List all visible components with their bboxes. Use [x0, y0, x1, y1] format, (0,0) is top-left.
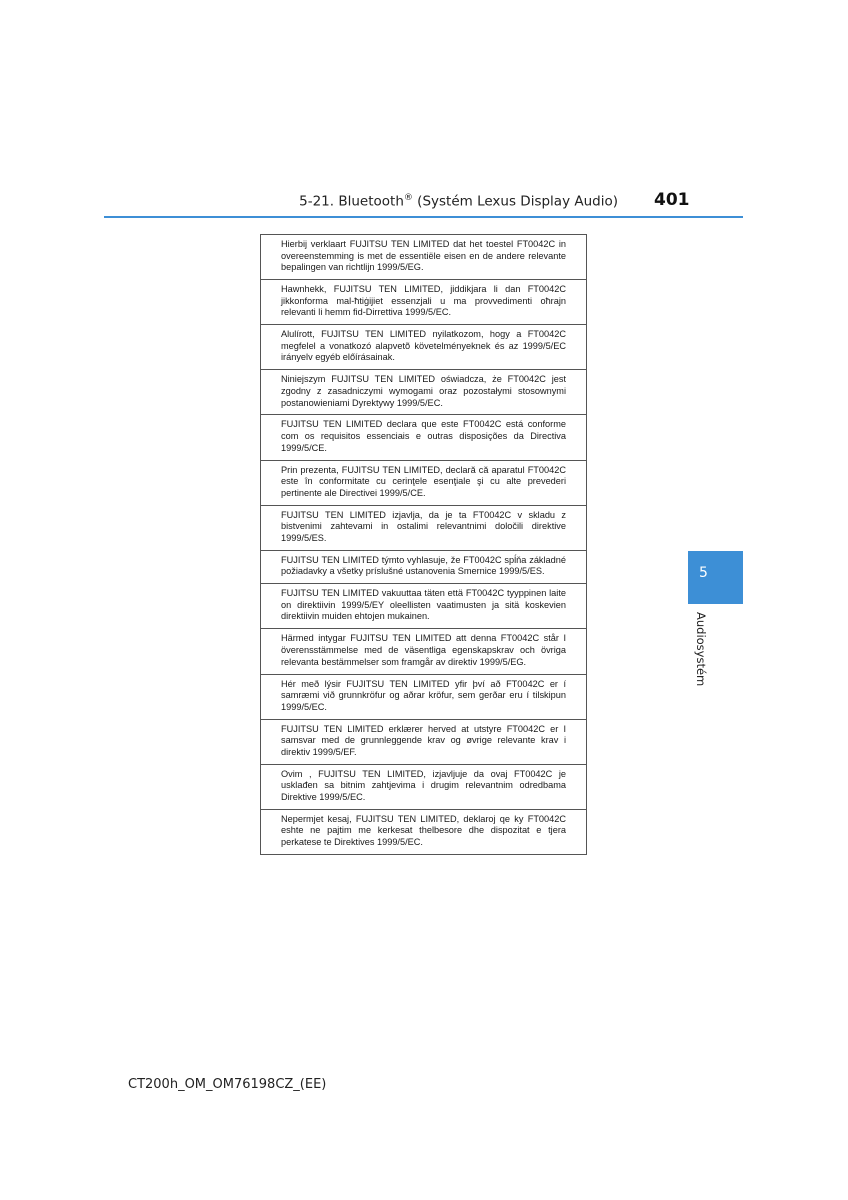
section-title-text: 5-21. Bluetooth: [299, 193, 404, 210]
declaration-polish: Niniejszym FUJITSU TEN LIMITED oświadcza, że FT0042C jest zgodny z zasadniczymi wymogami oraz pozostałymi stosownymi postanowieniami Dyrektywy 1999/5/EC.: [261, 370, 586, 415]
section-title: [299, 193, 618, 210]
declaration-romanian: Prin prezenta, FUJITSU TEN LIMITED, declară că aparatul FT0042C este în conformitate cu cerinţele esenţiale şi cu alte prevederi pertinente ale Directivei 1999/5/CE.: [261, 461, 586, 506]
section-title-suffix: (Systém Lexus Display Audio): [412, 193, 618, 210]
declaration-hungarian: Alulírott, FUJITSU TEN LIMITED nyilatkozom, hogy a FT0042C megfelel a vonatkozó alapvetõ követelményeknek és az 1999/5/EC irányelv egyéb előírásainak.: [261, 325, 586, 370]
declaration-slovenian: FUJITSU TEN LIMITED izjavlja, da je ta FT0042C v skladu z bistvenimi zahtevami in ostalimi relevantnimi določili direktive 1999/5/ES.: [261, 506, 586, 551]
chapter-label: Audiosystém: [694, 612, 708, 687]
declaration-maltese: Hawnhekk, FUJITSU TEN LIMITED, jiddikjara li dan FT0042C jikkonforma mal-ħtiġijiet essenzjali u ma provvedimenti oħrajn relevanti li hemm fid-Dirrettiva 1999/5/EC.: [261, 280, 586, 325]
declaration-dutch: Hierbij verklaart FUJITSU TEN LIMITED dat het toestel FT0042C in overeenstemming is met de essentiële eisen en de andere relevante bepalingen van richtlijn 1999/5/EG.: [261, 235, 586, 280]
declaration-croatian: Ovim , FUJITSU TEN LIMITED, izjavljuje da ovaj FT0042C je usklađen sa bitnim zahtjevima i drugim relevantnim odredbama Direktive 1999/5/EC.: [261, 765, 586, 810]
registered-mark: ®: [403, 193, 413, 203]
document-code: CT200h_OM_OM76198CZ_(EE): [128, 1077, 327, 1092]
declaration-swedish: Härmed intygar FUJITSU TEN LIMITED att denna FT0042C står I överensstämmelse med de väsentliga egenskapskrav och övriga relevanta bestämmelser som framgår av direktiv 1999/5/EG.: [261, 629, 586, 674]
declaration-slovak: FUJITSU TEN LIMITED týmto vyhlasuje, že FT0042C spĺňa základné požiadavky a všetky príslušné ustanovenia Smernice 1999/5/ES.: [261, 551, 586, 585]
declaration-albanian: Nepermjet kesaj, FUJITSU TEN LIMITED, deklaroj qe ky FT0042C eshte ne pajtim me kerkesat thelbesore dhe dispozitat e tjera perkatese te Direktives 1999/5/EC.: [281, 813, 566, 848]
declaration-icelandic: Hér með lýsir FUJITSU TEN LIMITED yfir því að FT0042C er í samræmi við grunnkröfur og aðrar kröfur, sem gerðar eru í tilskipun 1999/5/EC.: [261, 675, 586, 720]
chapter-tab: [688, 551, 743, 604]
page-number: 401: [654, 190, 690, 210]
header-rule: [104, 216, 743, 218]
declaration-table: [260, 234, 587, 855]
chapter-number: 5: [699, 565, 708, 581]
declaration-norwegian: FUJITSU TEN LIMITED erklærer herved at utstyre FT0042C er I samsvar med de grunnleggende krav og øvrige relevante krav i direktiv 1999/5/EF.: [261, 720, 586, 765]
declaration-finnish: FUJITSU TEN LIMITED vakuuttaa täten että FT0042C tyyppinen laite on direktiivin 1999/5/EY oleellisten vaatimusten ja sitä koskevien direktiivin muiden ehtojen mukainen.: [261, 584, 586, 629]
declaration-portuguese: FUJITSU TEN LIMITED declara que este FT0042C está conforme com os requisitos essenciais e outras disposições da Directiva 1999/5/CE.: [261, 415, 586, 460]
